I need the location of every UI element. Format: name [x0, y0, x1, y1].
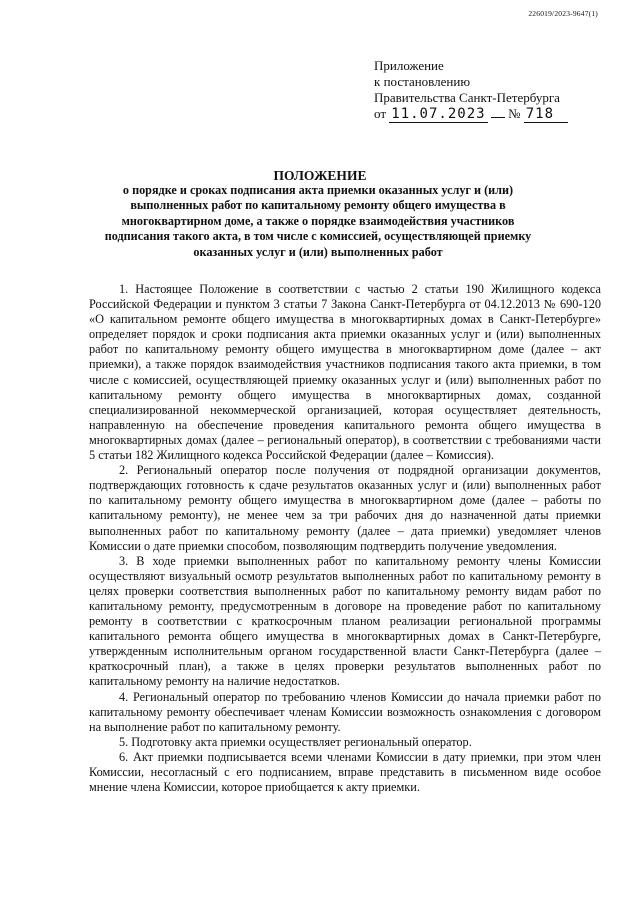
document-number: 226019/2023-9647(1)	[528, 9, 598, 18]
paragraph: 6. Акт приемки подписывается всеми членами Комиссии в дату приемки, при этом член Комиссии, несогласный с его подписанием, вправе представить в письменном виде особое мнение члена Комиссии, которое приобщается к акту приемки.	[89, 749, 601, 795]
appendix-date-line	[374, 106, 568, 122]
paragraph: 5. Подготовку акта приемки осуществляет региональный оператор.	[119, 734, 472, 749]
date-prefix: от	[374, 106, 387, 121]
paragraph: 4. Региональный оператор по требованию членов Комиссии до начала приемки работ по капитальному ремонту обеспечивает членам Комиссии возможность ознакомления с договором на выполнение работ по капитальному ремонту.	[89, 689, 601, 734]
appendix-line: Правительства Санкт-Петербурга	[374, 90, 560, 105]
decree-date: 11.07.2023	[391, 106, 486, 122]
appendix-block	[374, 58, 568, 122]
paragraph: 3. В ходе приемки выполненных работ по капитальному ремонту члены Комиссии осуществляют визуальный осмотр результатов выполненных работ по капитальному ремонту в целях проверки соответствия выполненных работ по капитальному ремонту видам работ по капитальному ремонту, предусмотренным в договоре на проведение работ по капитальному ремонту в соответствии с краткосрочным планом реализации региональной программы капитального ремонта общего имущества в многоквартирных домах в Санкт-Петербурге, утвержденным исполнительным органом государственной власти Санкт-Петербурга (далее – краткосрочный план), а также в целях проверки результатов выполненных работ по капитальному ремонту на наличие недостатков.	[89, 553, 601, 689]
paragraph: 2. Региональный оператор после получения от подрядной организации документов, подтверждающих готовность к сдаче результатов оказанных услуг и (или) выполненных работ по капитальному ремонту общего имущества в многоквартирном доме (далее – работы по капитальному ремонту), не менее чем за три рабочих дня до назначенной даты приемки выполненных работ по капитальному ремонту (далее – дата приемки) уведомляет членов Комиссии о дате приемки способом, позволяющим подтвердить получение уведомления.	[89, 463, 601, 553]
appendix-line: к постановлению	[374, 74, 471, 89]
document-body	[89, 282, 601, 795]
number-prefix: №	[508, 106, 521, 121]
decree-number: 718	[524, 106, 568, 123]
appendix-line: Приложение	[374, 58, 444, 73]
document-subtitle: о порядке и сроках подписания акта приемки оказанных услуг и (или) выполненных работ по капитальному ремонту общего имущества в многоквартирном доме, а также о порядке взаимодействия участников подписания такого акта, в том числе с комиссией, осуществляющей приемку оказанных услуг и (или) выполненных работ	[104, 183, 532, 259]
paragraph: 1. Настоящее Положение в соответствии с частью 2 статьи 190 Жилищного кодекса Российской Федерации и пунктом 3 статьи 7 Закона Санкт-Петербурга от 04.12.2013 № 690-120 «О капитальном ремонте общего имущества в многоквартирных домах в Санкт-Петербурге» определяет порядок и сроки подписания акта приемки оказанных услуг и (или) выполненных работ по капитальному ремонту общего имущества в многоквартирном доме (далее – акт приемки), а также порядок взаимодействия участников подписания такого акта приемки, в том числе с комиссией, осуществляющей приемку оказанных услуг и (или) выполненных работ по капитальному ремонту общего имущества в многоквартирных домах, созданной специализированной некоммерческой организацией, которая осуществляет деятельность, направленную на обеспечение проведения капитального ремонта общего имущества в многоквартирных домах (далее – региональный оператор), в соответствии с требованиями части 5 статьи 182 Жилищного кодекса Российской Федерации (далее – Комиссия).	[89, 282, 601, 463]
document-title: ПОЛОЖЕНИЕ	[273, 168, 367, 183]
